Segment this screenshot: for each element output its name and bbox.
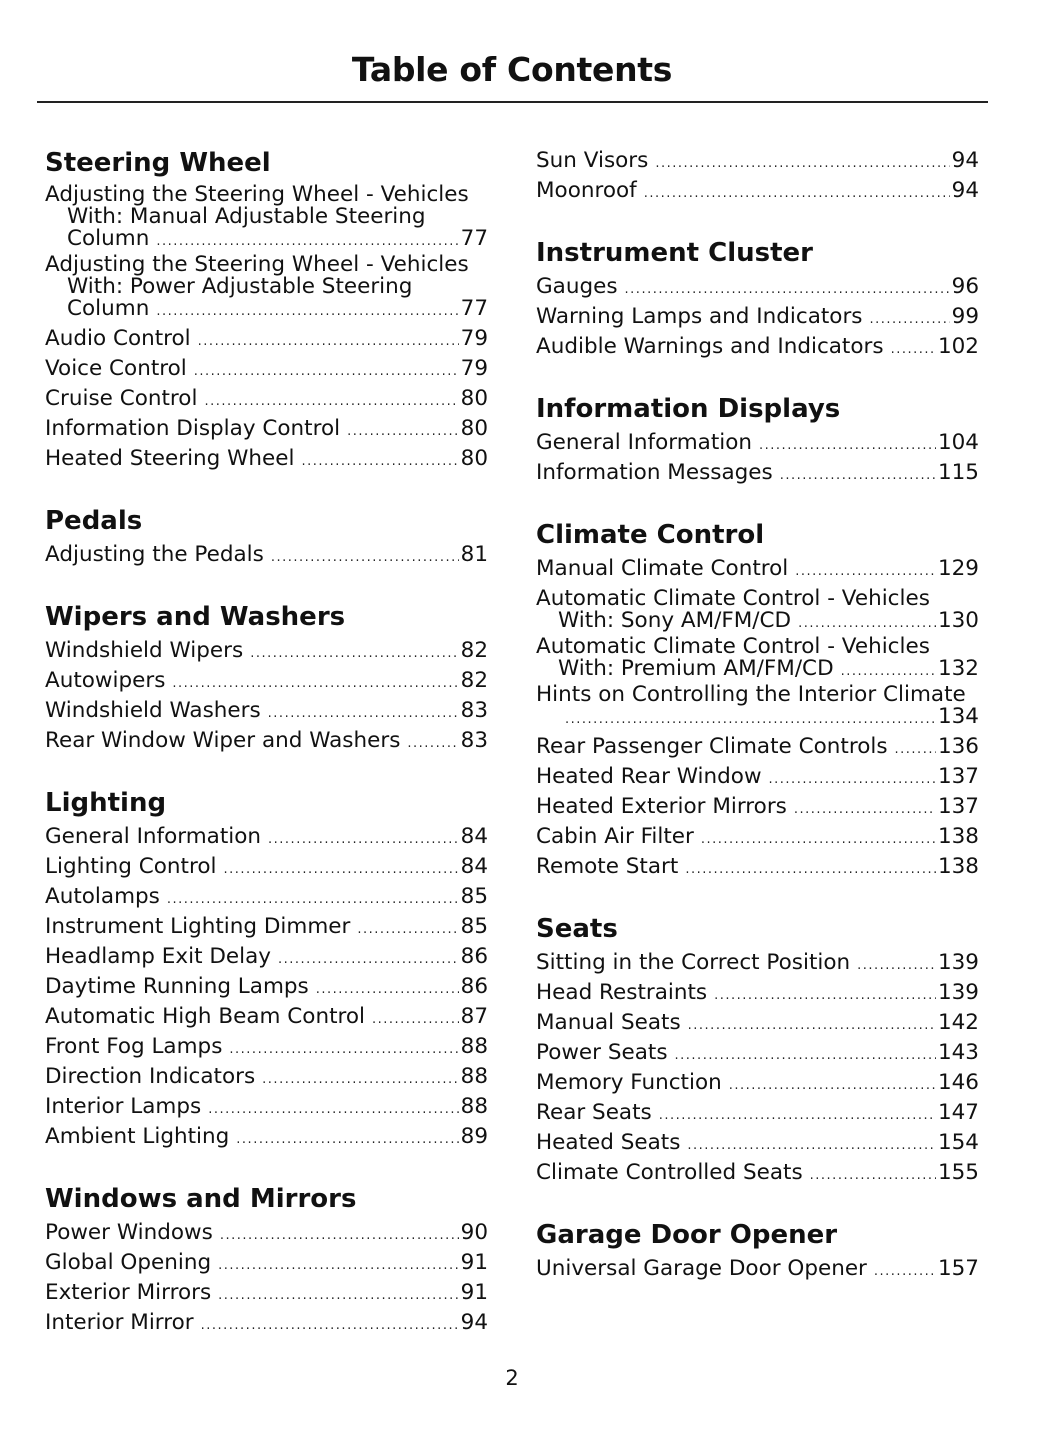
- dot-leader: [625, 275, 950, 305]
- section-heading-garage-door-opener: Garage Door Opener: [536, 1220, 838, 1250]
- toc-entry-text: Adjusting the Pedals: [45, 542, 264, 567]
- toc-entry[interactable]: [536, 428, 979, 458]
- dot-leader: [262, 1065, 458, 1095]
- toc-entry[interactable]: [45, 666, 488, 696]
- dot-leader: [268, 699, 459, 729]
- toc-page-number: 115: [937, 460, 979, 485]
- dot-leader: [201, 1311, 459, 1341]
- toc-left-column: [45, 146, 488, 1338]
- toc-page-number: 84: [460, 824, 488, 849]
- dot-leader: [250, 639, 458, 669]
- toc-page-number: 155: [937, 1160, 979, 1185]
- toc-page-number: 91: [460, 1250, 488, 1275]
- toc-entry-line: Automatic Climate Control - Vehicles: [536, 634, 930, 659]
- toc-entry-text: Front Fog Lamps: [45, 1034, 223, 1059]
- toc-right-column: [536, 146, 979, 1284]
- toc-entry[interactable]: [45, 324, 488, 354]
- toc-entry[interactable]: [45, 1248, 488, 1278]
- dot-leader: [675, 1041, 936, 1071]
- toc-entry-text: Head Restraints: [536, 980, 708, 1005]
- section-heading-windows-mirrors: Windows and Mirrors: [45, 1184, 357, 1214]
- toc-page-number: 139: [937, 950, 979, 975]
- toc-entry[interactable]: [45, 540, 488, 570]
- toc-entry[interactable]: [536, 1158, 979, 1188]
- toc-page-number: 137: [937, 794, 979, 819]
- dot-leader: [271, 543, 459, 573]
- toc-page-number: 82: [460, 638, 488, 663]
- toc-entry-text: Manual Climate Control: [536, 556, 789, 581]
- section-heading-wipers: Wipers and Washers: [45, 602, 346, 632]
- section-heading-steering-wheel: Steering Wheel: [45, 148, 271, 178]
- toc-entry-text: Autowipers: [45, 668, 166, 693]
- toc-entry-text: Interior Lamps: [45, 1094, 202, 1119]
- title-divider: [37, 101, 988, 103]
- toc-entry[interactable]: [536, 822, 979, 852]
- dot-leader: [223, 855, 458, 885]
- dot-leader: [798, 613, 936, 635]
- toc-entry-line: Adjusting the Steering Wheel - Vehicles: [45, 182, 469, 207]
- toc-page-number: 130: [937, 608, 979, 633]
- dot-leader: [655, 149, 949, 179]
- toc-entry[interactable]: [536, 1068, 979, 1098]
- toc-entry-text: Global Opening: [45, 1250, 212, 1275]
- toc-entry-text: Heated Steering Wheel: [45, 446, 295, 471]
- toc-page-number: 90: [460, 1220, 488, 1245]
- toc-entry-text: Column: [67, 226, 150, 251]
- toc-entry-text: Heated Exterior Mirrors: [536, 794, 787, 819]
- toc-entry-text: Warning Lamps and Indicators: [536, 304, 863, 329]
- toc-entry-text: Information Display Control: [45, 416, 341, 441]
- toc-entry[interactable]: [45, 912, 488, 942]
- dot-leader: [769, 765, 936, 795]
- toc-page-number: 80: [460, 416, 488, 441]
- toc-page-number: 88: [460, 1034, 488, 1059]
- toc-page-number: 132: [937, 656, 979, 681]
- dot-leader: [156, 231, 458, 253]
- toc-page-number: 83: [460, 698, 488, 723]
- dot-leader: [372, 1005, 459, 1035]
- toc-page-number: 138: [937, 824, 979, 849]
- section-heading-lighting: Lighting: [45, 788, 167, 818]
- toc-entry-text: With: Sony AM/FM/CD: [558, 608, 792, 633]
- toc-entry[interactable]: [536, 458, 979, 488]
- toc-entry[interactable]: [45, 444, 488, 474]
- toc-entry[interactable]: [45, 726, 488, 756]
- toc-entry[interactable]: [45, 1278, 488, 1308]
- toc-entry[interactable]: [45, 384, 488, 414]
- toc-entry[interactable]: [536, 146, 979, 176]
- toc-entry-text: With: Premium AM/FM/CD: [558, 656, 834, 681]
- toc-entry-text: Rear Seats: [536, 1100, 652, 1125]
- toc-page-number: 157: [937, 1256, 979, 1281]
- dot-leader: [841, 661, 936, 683]
- toc-entry-text: Power Seats: [536, 1040, 668, 1065]
- dot-leader: [278, 945, 459, 975]
- toc-entry-text: Audible Warnings and Indicators: [536, 334, 884, 359]
- toc-entry-climate-premium[interactable]: [536, 636, 979, 680]
- toc-entry[interactable]: [536, 948, 979, 978]
- toc-entry[interactable]: [45, 354, 488, 384]
- toc-entry-text: Voice Control: [45, 356, 187, 381]
- toc-entry[interactable]: [536, 272, 979, 302]
- dot-leader: [810, 1161, 936, 1191]
- toc-page-number: 96: [951, 274, 979, 299]
- section-heading-pedals: Pedals: [45, 506, 143, 536]
- dot-leader: [204, 387, 458, 417]
- dot-leader: [229, 1035, 458, 1065]
- toc-page-number: 77: [460, 226, 488, 251]
- section-heading-information-displays: Information Displays: [536, 394, 841, 424]
- toc-page-number: 80: [460, 386, 488, 411]
- dot-leader: [644, 179, 950, 209]
- toc-entry[interactable]: [536, 1038, 979, 1068]
- page-title: Table of Contents: [351, 50, 673, 89]
- toc-entry-text: Sun Visors: [536, 148, 649, 173]
- toc-entry[interactable]: [45, 414, 488, 444]
- toc-entry[interactable]: [45, 1308, 488, 1338]
- toc-entry-text: Remote Start: [536, 854, 679, 879]
- toc-page-number: 89: [460, 1124, 488, 1149]
- toc-entry-text: Moonroof: [536, 178, 637, 203]
- dot-leader: [714, 981, 936, 1011]
- dot-leader: [357, 915, 458, 945]
- dot-leader: [194, 357, 459, 387]
- toc-entry-line: With: Power Adjustable Steering: [67, 274, 413, 299]
- toc-page-number: 85: [460, 914, 488, 939]
- toc-page-number: 99: [951, 304, 979, 329]
- toc-entry[interactable]: [45, 1062, 488, 1092]
- toc-entry[interactable]: [536, 302, 979, 332]
- section-heading-seats: Seats: [536, 914, 618, 944]
- toc-entry[interactable]: [45, 942, 488, 972]
- toc-page-number: 80: [460, 446, 488, 471]
- toc-page-number: 137: [937, 764, 979, 789]
- toc-entry[interactable]: [536, 852, 979, 882]
- dot-leader: [268, 825, 459, 855]
- toc-page-number: 84: [460, 854, 488, 879]
- dot-leader: [685, 855, 936, 885]
- dot-leader: [729, 1071, 936, 1101]
- toc-entry[interactable]: [536, 792, 979, 822]
- toc-page-number: 94: [951, 148, 979, 173]
- dot-leader: [236, 1125, 458, 1155]
- toc-entry[interactable]: [536, 1008, 979, 1038]
- toc-page-number: 77: [460, 296, 488, 321]
- dot-leader: [688, 1011, 936, 1041]
- toc-entry-text: Rear Window Wiper and Washers: [45, 728, 401, 753]
- toc-entry[interactable]: [536, 1098, 979, 1128]
- toc-entry-text: General Information: [45, 824, 262, 849]
- toc-page-number: 142: [937, 1010, 979, 1035]
- toc-entry-line: Hints on Controlling the Interior Climate: [536, 682, 966, 707]
- dot-leader: [565, 709, 936, 731]
- dot-leader: [874, 1257, 936, 1287]
- toc-page-number: 143: [937, 1040, 979, 1065]
- toc-entry[interactable]: [536, 1128, 979, 1158]
- toc-entry-line: With: Manual Adjustable Steering: [67, 204, 426, 229]
- section-heading-climate-control: Climate Control: [536, 520, 765, 550]
- toc-entry[interactable]: [45, 636, 488, 666]
- toc-entry-text: Lighting Control: [45, 854, 217, 879]
- dot-leader: [857, 951, 936, 981]
- dot-leader: [780, 461, 936, 491]
- toc-entry-text: Exterior Mirrors: [45, 1280, 212, 1305]
- toc-entry-text: Power Windows: [45, 1220, 213, 1245]
- toc-entry-text: Gauges: [536, 274, 618, 299]
- toc-entry[interactable]: [45, 1092, 488, 1122]
- toc-entry[interactable]: [536, 732, 979, 762]
- toc-entry-climate-sony[interactable]: [536, 588, 979, 632]
- toc-entry-text: Climate Controlled Seats: [536, 1160, 803, 1185]
- toc-page-number: 79: [460, 356, 488, 381]
- page-number: 2: [505, 1366, 519, 1390]
- toc-entry[interactable]: [536, 762, 979, 792]
- toc-page-number: 83: [460, 728, 488, 753]
- toc-page-number: 154: [937, 1130, 979, 1155]
- toc-entry-text: Audio Control: [45, 326, 191, 351]
- toc-page-number: 104: [937, 430, 979, 455]
- toc-page-number: 147: [937, 1100, 979, 1125]
- dot-leader: [659, 1101, 936, 1131]
- toc-entry-text: Cabin Air Filter: [536, 824, 694, 849]
- toc-entry[interactable]: [536, 1254, 979, 1284]
- toc-entry[interactable]: [45, 852, 488, 882]
- toc-page-number: 88: [460, 1094, 488, 1119]
- dot-leader: [701, 825, 936, 855]
- toc-entry-text: Headlamp Exit Delay: [45, 944, 271, 969]
- toc-page-number: 88: [460, 1064, 488, 1089]
- toc-entry[interactable]: [45, 1218, 488, 1248]
- toc-entry-text: Heated Seats: [536, 1130, 681, 1155]
- toc-entry-steering-power[interactable]: [45, 254, 488, 320]
- toc-entry[interactable]: [536, 554, 979, 584]
- toc-entry-text: Information Messages: [536, 460, 773, 485]
- dot-leader: [347, 417, 459, 447]
- toc-page-number: 81: [460, 542, 488, 567]
- toc-entry[interactable]: [45, 1002, 488, 1032]
- toc-entry[interactable]: [45, 1032, 488, 1062]
- toc-page-number: 79: [460, 326, 488, 351]
- dot-leader: [301, 447, 458, 477]
- dot-leader: [198, 327, 459, 357]
- dot-leader: [167, 885, 459, 915]
- dot-leader: [891, 335, 936, 365]
- toc-entry[interactable]: [536, 176, 979, 206]
- toc-entry-text: Column: [67, 296, 150, 321]
- dot-leader: [208, 1095, 458, 1125]
- toc-entry-text: Manual Seats: [536, 1010, 681, 1035]
- toc-entry[interactable]: [45, 882, 488, 912]
- toc-entry-text: Direction Indicators: [45, 1064, 256, 1089]
- toc-entry-text: Rear Passenger Climate Controls: [536, 734, 888, 759]
- toc-entry-text: Instrument Lighting Dimmer: [45, 914, 351, 939]
- dot-leader: [220, 1221, 459, 1251]
- toc-entry-text: Sitting in the Correct Position: [536, 950, 851, 975]
- toc-page-number: 138: [937, 854, 979, 879]
- dot-leader: [407, 729, 458, 759]
- toc-entry-line: Adjusting the Steering Wheel - Vehicles: [45, 252, 469, 277]
- dot-leader: [218, 1251, 459, 1281]
- toc-entry-text: Cruise Control: [45, 386, 198, 411]
- toc-entry-text: Universal Garage Door Opener: [536, 1256, 867, 1281]
- dot-leader: [795, 557, 936, 587]
- toc-entry[interactable]: [536, 332, 979, 362]
- toc-entry-text: Windshield Washers: [45, 698, 261, 723]
- toc-page-number: 86: [460, 974, 488, 999]
- toc-page-number: 85: [460, 884, 488, 909]
- toc-entry-climate-hints[interactable]: [536, 684, 979, 728]
- section-heading-instrument-cluster: Instrument Cluster: [536, 238, 813, 268]
- toc-entry-text: Daytime Running Lamps: [45, 974, 309, 999]
- toc-entry-text: Memory Function: [536, 1070, 722, 1095]
- toc-page-number: 94: [460, 1310, 488, 1335]
- toc-page-number: 146: [937, 1070, 979, 1095]
- toc-entry[interactable]: [45, 972, 488, 1002]
- dot-leader: [870, 305, 950, 335]
- toc-entry-text: Autolamps: [45, 884, 160, 909]
- toc-page-number: 134: [937, 704, 979, 729]
- toc-entry-text: Heated Rear Window: [536, 764, 762, 789]
- toc-entry-text: General Information: [536, 430, 753, 455]
- toc-entry-line: Automatic Climate Control - Vehicles: [536, 586, 930, 611]
- toc-page-number: 94: [951, 178, 979, 203]
- toc-entry[interactable]: [45, 822, 488, 852]
- toc-entry-steering-manual[interactable]: [45, 184, 488, 250]
- toc-page-number: 82: [460, 668, 488, 693]
- toc-entry-text: Interior Mirror: [45, 1310, 194, 1335]
- dot-leader: [794, 795, 936, 825]
- toc-entry[interactable]: [536, 978, 979, 1008]
- dot-leader: [759, 431, 936, 461]
- toc-page-number: 91: [460, 1280, 488, 1305]
- toc-page-number: 102: [937, 334, 979, 359]
- toc-entry[interactable]: [45, 1122, 488, 1152]
- toc-entry-text: Windshield Wipers: [45, 638, 244, 663]
- dot-leader: [895, 735, 936, 765]
- dot-leader: [316, 975, 459, 1005]
- dot-leader: [218, 1281, 458, 1311]
- toc-entry-text: Ambient Lighting: [45, 1124, 230, 1149]
- toc-entry[interactable]: [45, 696, 488, 726]
- toc-page-number: 87: [460, 1004, 488, 1029]
- toc-page-number: 139: [937, 980, 979, 1005]
- dot-leader: [156, 301, 458, 323]
- toc-page-number: 129: [937, 556, 979, 581]
- dot-leader: [687, 1131, 936, 1161]
- toc-page-number: 136: [937, 734, 979, 759]
- toc-page-number: 86: [460, 944, 488, 969]
- dot-leader: [172, 669, 458, 699]
- toc-entry-text: Automatic High Beam Control: [45, 1004, 365, 1029]
